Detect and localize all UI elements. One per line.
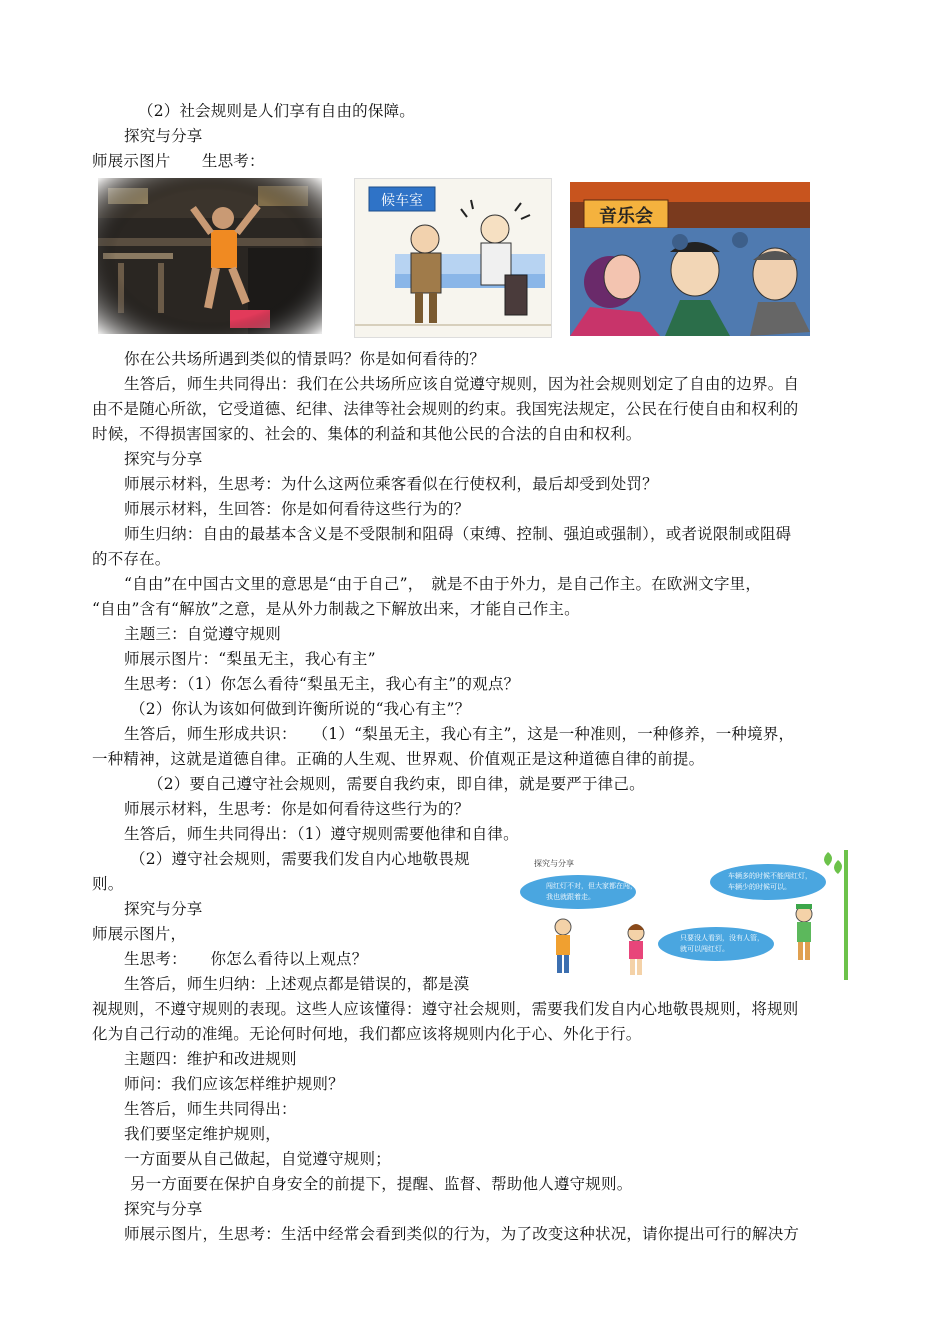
cartoon-title: 探究与分享: [534, 859, 574, 868]
bubble-text: 车辆多的时候不能闯红灯，: [728, 872, 812, 880]
bubble-text: 我也就跟着走。: [546, 893, 595, 901]
text-line: 生答后，师生归纳：上述观点都是错误的，都是漠: [124, 975, 470, 993]
section-heading: 探究与分享: [124, 1200, 203, 1218]
text-line: 化为自己行动的准绳。无论何时何地，我们都应该将规则内化于心、外化于行。: [92, 1025, 642, 1043]
text-line: 师展示材料，生回答：你是如何看待这些行为的？: [124, 500, 470, 518]
bubble-text: 就可以闯红灯。: [680, 945, 729, 953]
text-line: 则。: [92, 875, 124, 893]
section-heading: 主题四：维护和改进规则: [124, 1050, 297, 1068]
text-line: 师展示材料，生思考：为什么这两位乘客看似在行使权利，最后却受到处罚？: [124, 475, 658, 493]
text-line: 一方面要从自己做起，自觉遵守规则；: [124, 1150, 391, 1168]
text-line: 生答后，师生共同得出：我们在公共场所应该自觉遵守规则，因为社会规则划定了自由的边界。自: [124, 375, 800, 393]
text-line: 生答后，师生形成共识： （1）“梨虽无主，我心有主”，这是一种准则，一种修养，一种境界，: [124, 725, 795, 743]
text-line: （2）要自己遵守社会规则，需要自我约束，即自律，就是要严于律己。: [148, 775, 645, 793]
text-line: 生答后，师生共同得出：（1）遵守规则需要他律和自律。: [124, 825, 519, 843]
text-line: “自由”含有“解放”之意，是从外力制裁之下解放出来，才能自己作主。: [92, 600, 580, 618]
text-line: （2）社会规则是人们享有自由的保障。: [138, 102, 415, 120]
text-line: 师展示材料，生思考：你是如何看待这些行为的？: [124, 800, 470, 818]
waiting-room-cartoon: [354, 178, 552, 338]
bubble-text: 闯红灯不对，但大家都在闯，: [546, 882, 637, 890]
text-line: 的不存在。: [92, 550, 171, 568]
text-line: 师展示图片 生思考：: [92, 152, 265, 170]
section-heading: 探究与分享: [124, 450, 203, 468]
text-line: 我们要坚定维护规则，: [124, 1125, 282, 1143]
text-line: 生答后，师生共同得出：: [124, 1100, 297, 1118]
section-heading: 探究与分享: [124, 900, 203, 918]
text-line: 另一方面要在保护自身安全的前提下，提醒、监督、帮助他人遵守规则。: [130, 1175, 633, 1193]
text-line: 师展示图片：“梨虽无主，我心有主”: [124, 650, 376, 668]
text-line: （2）你认为该如何做到许衡所说的“我心有主”？: [130, 700, 471, 718]
section-heading: 探究与分享: [124, 127, 203, 145]
text-line: （2）遵守社会规则，需要我们发自内心地敬畏规: [130, 850, 470, 868]
traffic-rules-cartoon: [498, 850, 848, 980]
bubble-text: 只要没人看到，没有人管，: [680, 934, 764, 942]
text-line: 视规则，不遵守规则的表现。这些人应该懂得：遵守社会规则，需要我们发自内心地敬畏规则，将规则: [92, 1000, 799, 1018]
text-line: 时候，不得损害国家的、社会的、集体的利益和其他公民的合法的自由和权利。: [92, 425, 642, 443]
text-line: 师生归纳：自由的最基本含义是不受限制和阻碍（束缚、控制、强迫或强制），或者说限制或阻碍: [124, 525, 792, 543]
section-heading: 主题三：自觉遵守规则: [124, 625, 282, 643]
text-line: 一种精神，这就是道德自律。正确的人生观、世界观、价值观正是这种道德自律的前提。: [92, 750, 705, 768]
text-line: 你在公共场所遇到类似的情景吗？你是如何看待的？: [124, 350, 486, 368]
text-line: 师展示图片，生思考：生活中经常会看到类似的行为，为了改变这种状况，请你提出可行的解决方: [124, 1225, 800, 1243]
child-restaurant-photo: [98, 178, 322, 334]
text-line: 生思考：（1）你怎么看待“梨虽无主，我心有主”的观点？: [124, 675, 520, 693]
text-line: “自由”在中国古文里的意思是“由于自己”， 就是不由于外力，是自己作主。在欧洲文字里，: [124, 575, 762, 593]
text-line: 生思考： 你怎么看待以上观点？: [124, 950, 368, 968]
text-line: 师问：我们应该怎样维护规则？: [124, 1075, 344, 1093]
text-line: 师展示图片，: [92, 925, 187, 943]
concert-sign: 音乐会: [599, 206, 653, 227]
concert-cartoon: [570, 182, 810, 336]
waiting-room-sign: 候车室: [381, 193, 423, 209]
bubble-text: 车辆少的时候可以。: [728, 883, 791, 891]
text-line: 由不是随心所欲，它受道德、纪律、法律等社会规则的约束。我国宪法规定，公民在行使自由和权利的: [92, 400, 799, 418]
